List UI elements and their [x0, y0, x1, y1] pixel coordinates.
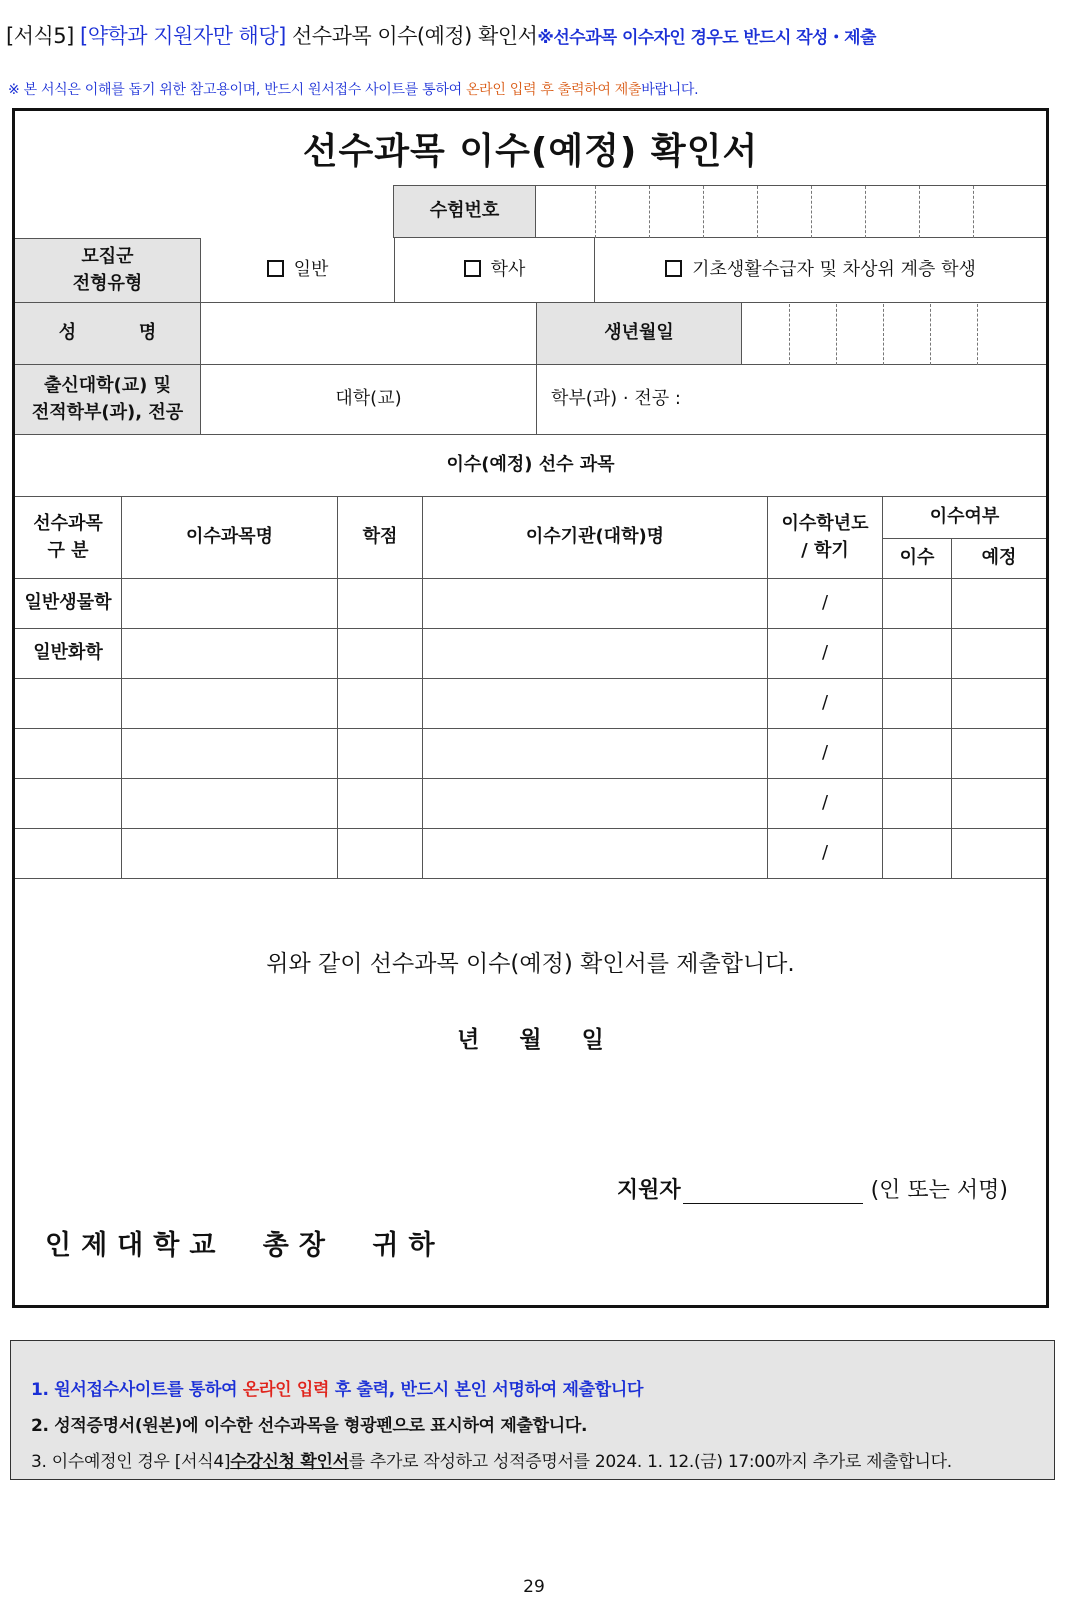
col-planned: 예정 — [952, 539, 1046, 579]
notice-item-3 — [31, 1447, 1034, 1472]
applicant-label: 지원자 — [616, 1178, 681, 1203]
col-year-semester: 이수학년도 / 학기 — [768, 497, 883, 579]
reference-note-suffix: 바랍니다. — [641, 82, 699, 98]
year-semester-cell[interactable]: / — [768, 779, 883, 829]
form-name: 선수과목 이수(예정) 확인서 — [292, 24, 538, 48]
course-name-cell[interactable] — [122, 629, 338, 679]
checkbox-icon[interactable] — [267, 260, 284, 277]
completed-cell[interactable] — [883, 579, 952, 629]
signature-field[interactable] — [683, 1181, 863, 1204]
option-bachelor-label: 학사 — [490, 258, 526, 280]
major-label: 학부(과) · 전공 : — [551, 388, 681, 410]
col-course-name: 이수과목명 — [122, 497, 338, 579]
credit-cell[interactable] — [338, 829, 423, 879]
reference-note-highlight: 온라인 입력 후 출력하여 제출 — [465, 82, 642, 98]
course-name-cell[interactable] — [122, 679, 338, 729]
submission-statement: 위와 같이 선수과목 이수(예정) 확인서를 제출합니다. — [266, 951, 795, 977]
birth-date-label: 생년월일 — [537, 303, 742, 365]
option-bachelor[interactable] — [395, 238, 595, 303]
notice-item-3-suffix: 를 추가로 작성하고 성적증명서를 2024. 1. 12.(금) 17:00까지 추가로 제출합니다. — [348, 1452, 952, 1472]
course-name-cell[interactable] — [122, 579, 338, 629]
year-semester-cell[interactable]: / — [768, 679, 883, 729]
header-note: ※선수과목 이수자인 경우도 반드시 작성・제출 — [537, 28, 876, 48]
credit-cell[interactable] — [338, 729, 423, 779]
row-category: 일반화학 — [15, 629, 122, 679]
planned-cell[interactable] — [952, 779, 1046, 829]
checkbox-icon[interactable] — [665, 260, 682, 277]
major-field[interactable] — [537, 365, 1046, 435]
notice-item-1-text: 1. 원서접수사이트를 통하여 — [31, 1380, 243, 1400]
document-title: 선수과목 이수(예정) 확인서 — [302, 130, 759, 172]
form-label: [서식5] — [6, 24, 74, 48]
institution-cell[interactable] — [423, 829, 768, 879]
row-category: 일반생물학 — [15, 579, 122, 629]
credit-cell[interactable] — [338, 779, 423, 829]
completed-cell[interactable] — [883, 729, 952, 779]
row-category — [15, 729, 122, 779]
credit-cell[interactable] — [338, 679, 423, 729]
option-low-income[interactable] — [595, 238, 1046, 303]
planned-cell[interactable] — [952, 679, 1046, 729]
credit-cell[interactable] — [338, 629, 423, 679]
col-completed: 이수 — [883, 539, 952, 579]
planned-cell[interactable] — [952, 729, 1046, 779]
option-general-label: 일반 — [293, 258, 329, 280]
option-general[interactable] — [201, 238, 395, 303]
institution-cell[interactable] — [423, 779, 768, 829]
year-semester-cell[interactable]: / — [768, 629, 883, 679]
notice-item-1 — [31, 1375, 1034, 1400]
signature-hint: (인 또는 서명) — [870, 1178, 1008, 1203]
year-semester-cell[interactable]: / — [768, 729, 883, 779]
credit-cell[interactable] — [338, 579, 423, 629]
planned-cell[interactable] — [952, 629, 1046, 679]
option-low-income-label: 기초생활수급자 및 차상위 계층 학생 — [692, 258, 976, 280]
notice-box — [10, 1340, 1055, 1480]
row-category — [15, 779, 122, 829]
notice-item-3-form-name: 수강신청 확인서 — [230, 1452, 349, 1472]
institution-cell[interactable] — [423, 579, 768, 629]
year-semester-cell[interactable]: / — [768, 829, 883, 879]
year-semester-cell[interactable]: / — [768, 579, 883, 629]
institution-cell[interactable] — [423, 679, 768, 729]
name-label: 성 명 — [15, 303, 201, 365]
row-category — [15, 679, 122, 729]
signature-line — [617, 1173, 1008, 1204]
checkbox-icon[interactable] — [464, 260, 481, 277]
school-field[interactable] — [201, 365, 537, 435]
form-target: [약학과 지원자만 해당] — [80, 24, 286, 48]
institution-cell[interactable] — [423, 629, 768, 679]
course-name-cell[interactable] — [122, 779, 338, 829]
completed-cell[interactable] — [883, 629, 952, 679]
admission-type-label: 모집군 전형유형 — [15, 238, 201, 303]
notice-item-2: 2. 성적증명서(원본)에 이수한 선수과목을 형광펜으로 표시하여 제출합니다. — [31, 1416, 588, 1436]
completed-cell[interactable] — [883, 679, 952, 729]
name-field[interactable] — [201, 303, 537, 365]
col-credit: 학점 — [338, 497, 423, 579]
planned-cell[interactable] — [952, 579, 1046, 629]
completed-cell[interactable] — [883, 779, 952, 829]
reference-note-text: ※ 본 서식은 이해를 돕기 위한 참고용이며, 반드시 원서접수 사이트를 통하여 — [8, 82, 466, 98]
notice-item-1-suffix: 후 출력, 반드시 본인 서명하여 제출합니다 — [329, 1380, 644, 1400]
exam-number-field[interactable] — [536, 185, 1046, 238]
col-category: 선수과목 구 분 — [15, 497, 122, 579]
section-title: 이수(예정) 선수 과목 — [15, 435, 1046, 497]
date-line: 년 월 일 — [457, 1027, 604, 1053]
row-category — [15, 829, 122, 879]
completed-cell[interactable] — [883, 829, 952, 879]
form-header — [6, 20, 876, 50]
page-number: 29 — [523, 1577, 545, 1597]
course-name-cell[interactable] — [122, 729, 338, 779]
form-frame — [12, 108, 1049, 1308]
col-status: 이수여부 — [883, 497, 1046, 539]
birth-date-field[interactable] — [742, 303, 1046, 365]
school-suffix: 대학(교) — [335, 388, 402, 410]
planned-cell[interactable] — [952, 829, 1046, 879]
addressee: 인제대학교 총장 귀하 — [45, 1230, 445, 1261]
reference-note — [8, 79, 698, 99]
institution-cell[interactable] — [423, 729, 768, 779]
exam-number-label: 수험번호 — [393, 185, 536, 238]
school-label: 출신대학(교) 및 전적학부(과), 전공 — [15, 365, 201, 435]
col-institution: 이수기관(대학)명 — [423, 497, 768, 579]
notice-item-3-text: 3. 이수예정인 경우 [서식4] — [31, 1452, 231, 1472]
course-name-cell[interactable] — [122, 829, 338, 879]
notice-item-1-highlight: 온라인 입력 — [242, 1380, 330, 1400]
